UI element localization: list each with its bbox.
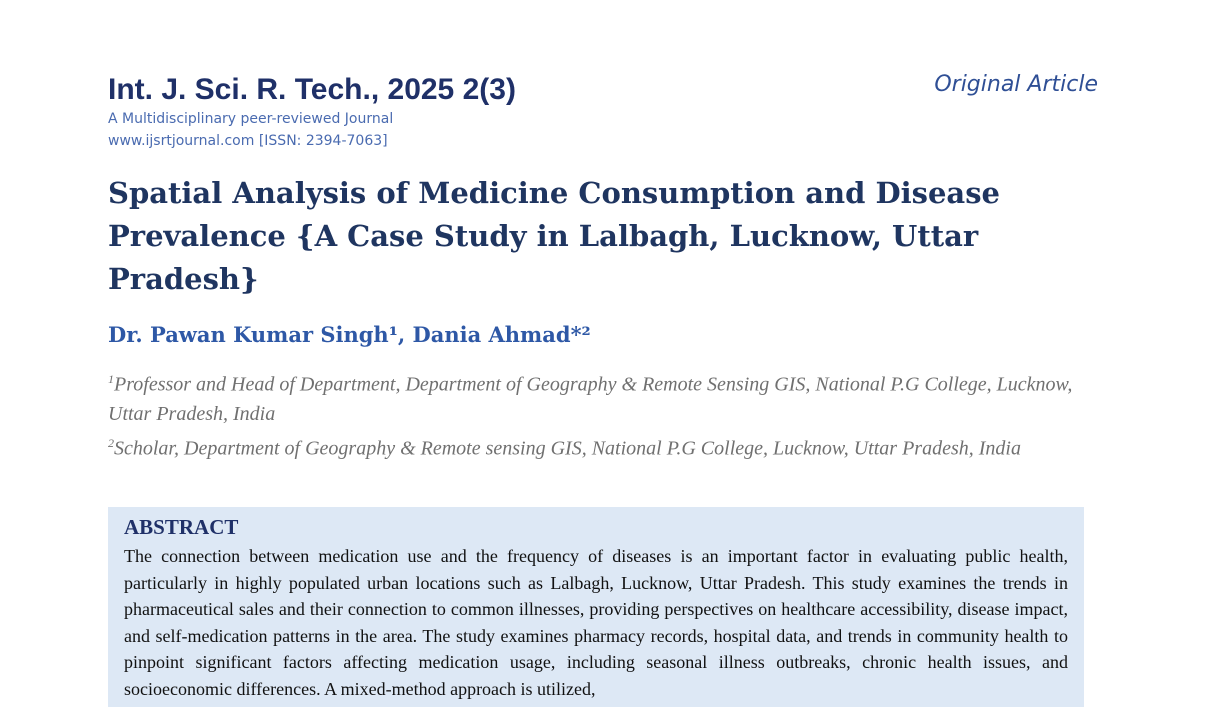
journal-title: Int. J. Sci. R. Tech., 2025 2(3) [108,73,516,106]
journal-website-link[interactable]: www.ijsrtjournal.com [108,133,255,149]
article-type-label: Original Article [934,72,1098,97]
affiliation-2-text: Scholar, Department of Geography & Remote sensing GIS, National P.G College, Lucknow, Uttar Pradesh, India [114,437,1021,460]
abstract-box [108,507,1084,707]
paper-title: Spatial Analysis of Medicine Consumption and Disease Prevalence {A Case Study in Lalbagh, Lucknow, Uttar Pradesh} [108,176,1000,296]
abstract-heading: ABSTRACT [124,515,239,539]
journal-subtitle: A Multidisciplinary peer-reviewed Journal [108,111,394,127]
authors-line: Dr. Pawan Kumar Singh¹, Dania Ahmad*² [108,322,591,347]
affiliations [108,365,1088,463]
affiliation-1-text: Professor and Head of Department, Department of Geography & Remote Sensing GIS, National P.G College, Lucknow, Uttar Pradesh, India [108,373,1073,425]
affiliation-1-marker: 1 [108,372,114,386]
journal-web-line [108,130,1098,152]
affiliation-2-marker: 2 [108,435,114,450]
abstract-text: The connection between medication use and the frequency of diseases is an important factor in evaluating public health, particularly in highly populated urban locations such as Lalbagh, Lucknow, Uttar Pradesh. This study examines the trends in pharmaceutical sales and their connection to common illnesses, providing perspectives on healthcare accessibility, disease impact, and self-medication patterns in the area. The study examines pharmacy records, hospital data, and trends in community health to pinpoint significant factors affecting medication usage, including seasonal illness outbreaks, chronic health issues, and socioeconomic differences. A mixed-method approach is utilized, [124,546,1068,699]
affiliation-2 [108,429,1088,464]
affiliation-1 [108,365,1088,429]
journal-header [108,72,1098,152]
journal-issn: [ISSN: 2394-7063] [258,133,388,149]
